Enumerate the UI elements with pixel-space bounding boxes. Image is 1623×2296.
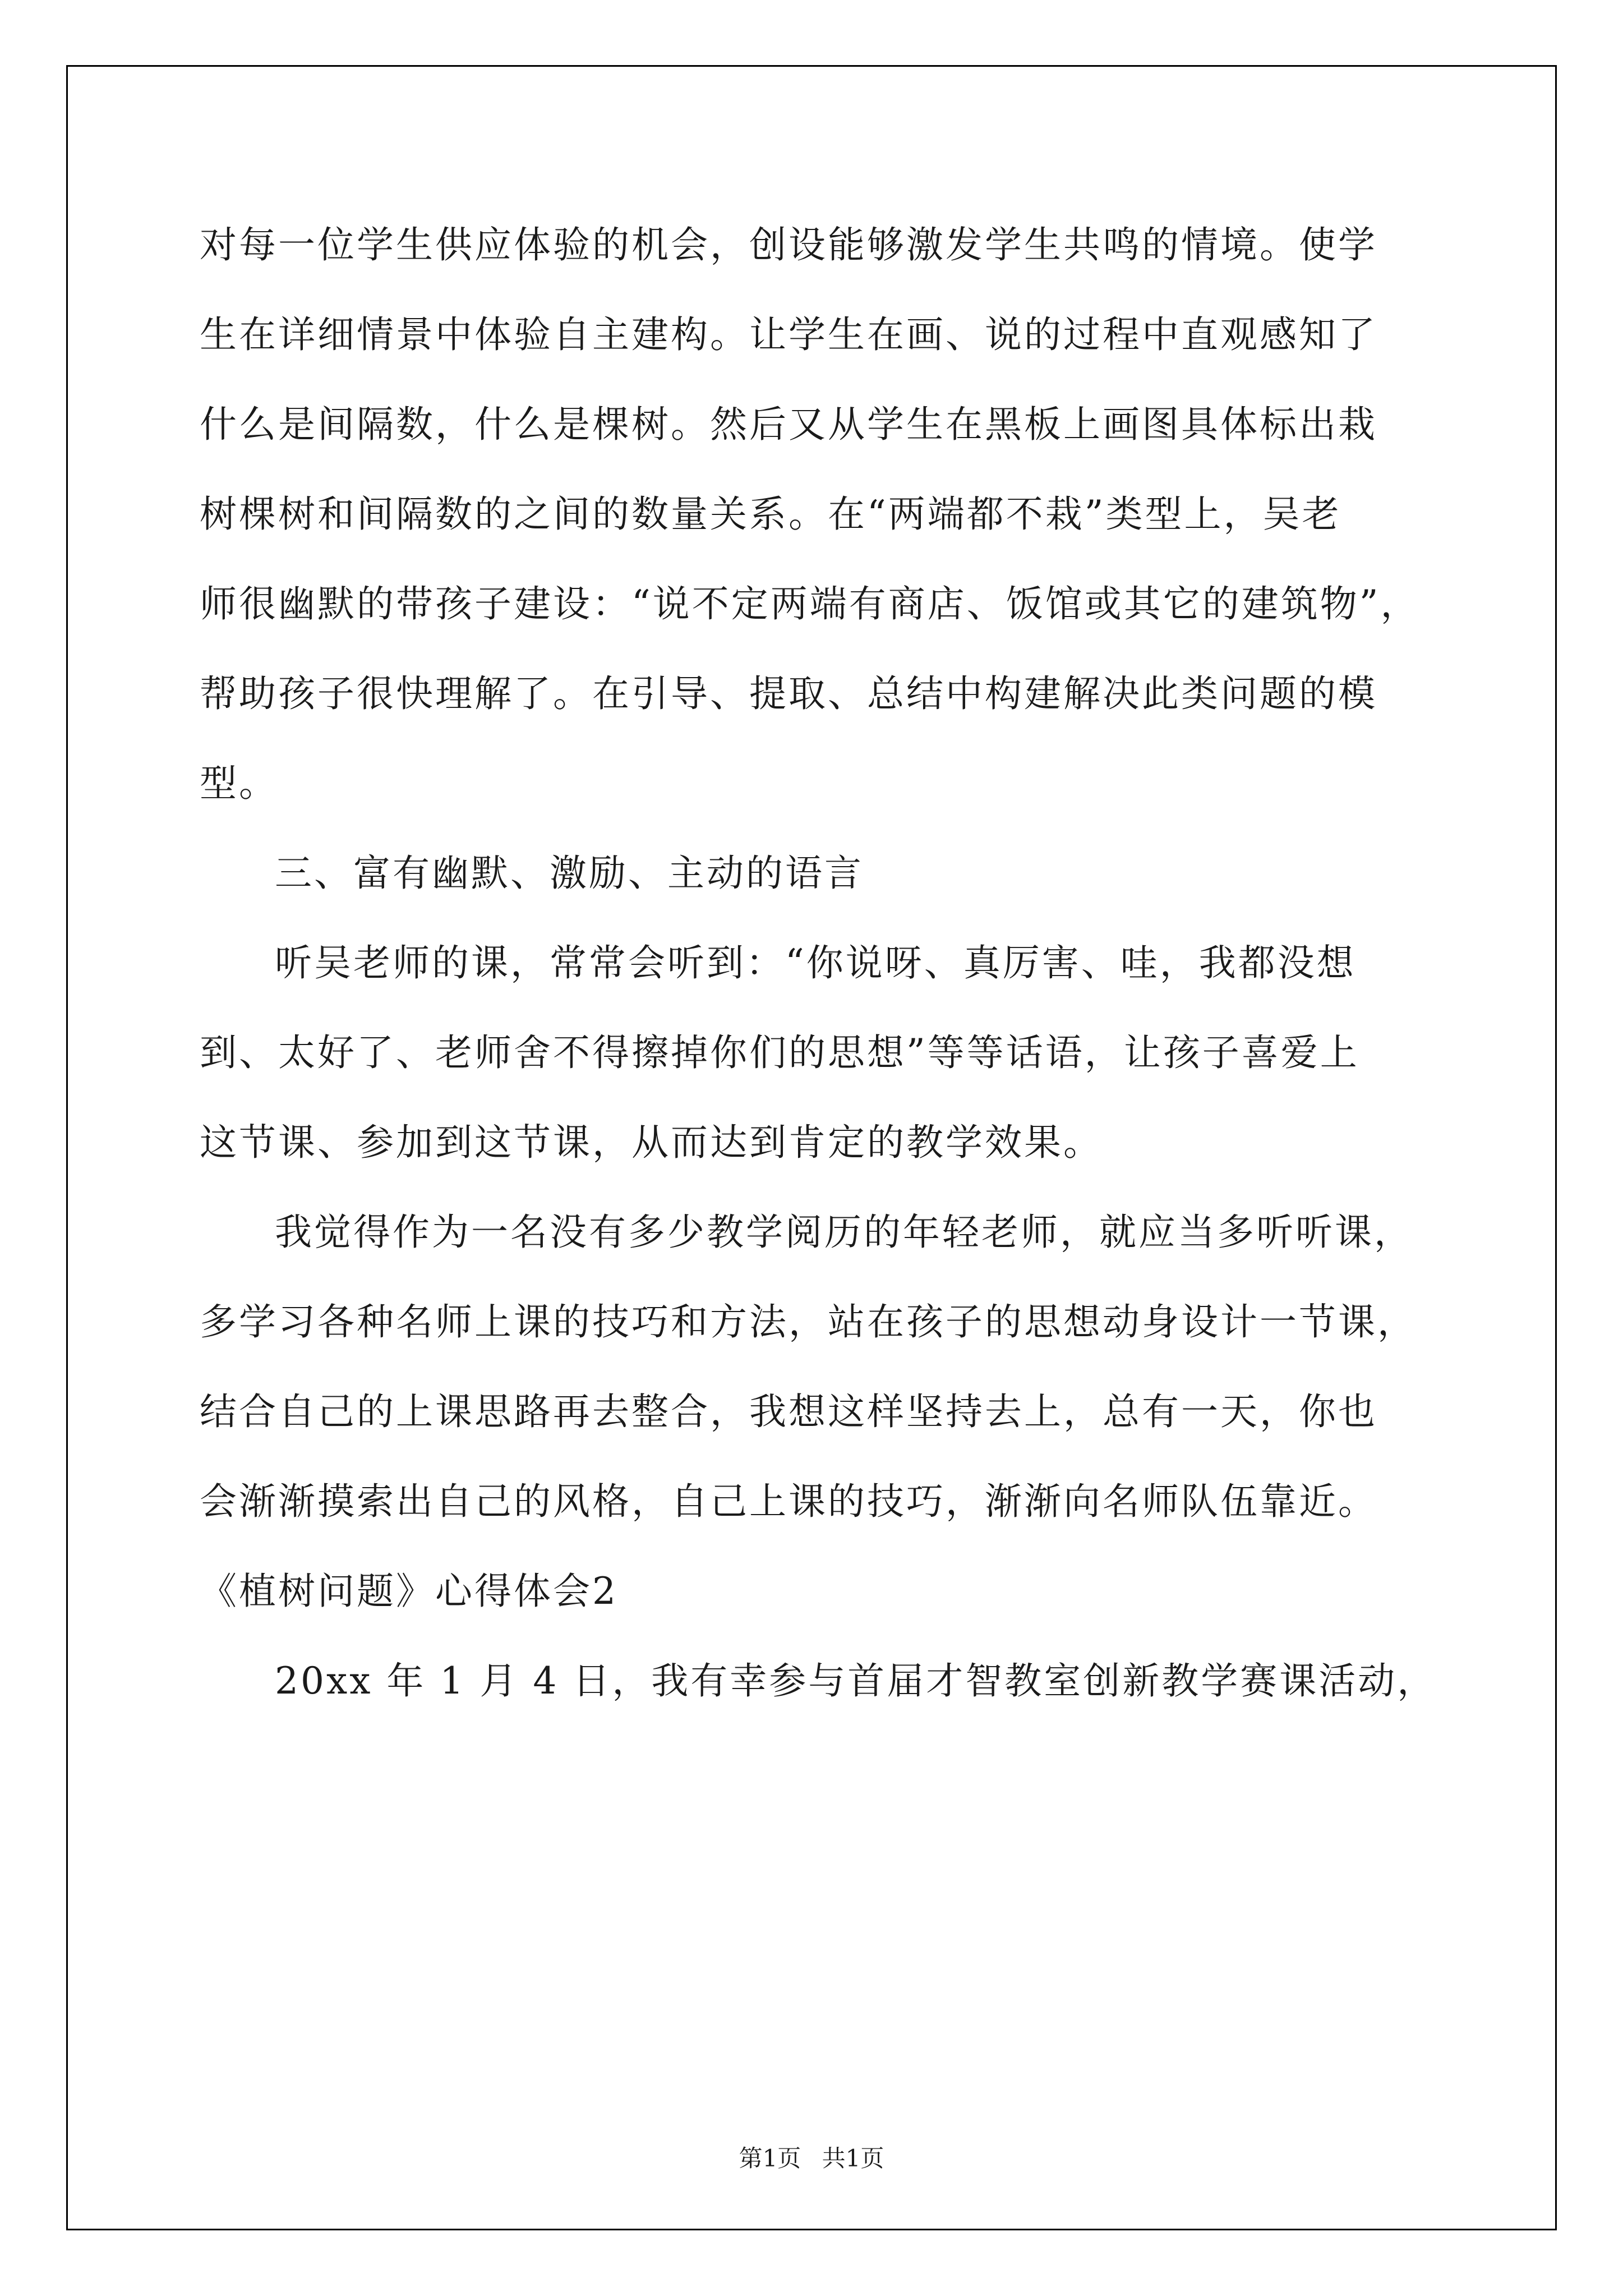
body-line-1: 对每一位学生供应体验的机会，创设能够激发学生共鸣的情境。使学: [200, 223, 1377, 266]
body-line-4: 树棵树和间隔数的之间的数量关系。在“两端都不栽”类型上，吴老: [200, 493, 1341, 536]
body-line-7: 型。: [200, 762, 278, 805]
body-line-15: 会渐渐摸索出自己的风格，自己上课的技巧，渐渐向名师队伍靠近。: [200, 1480, 1377, 1523]
section-heading: 三、富有幽默、激励、主动的语言: [275, 852, 864, 895]
body-line-17: 20xx 年 1 月 4 日，我有幸参与首届才智教室创新教学赛课活动，: [275, 1659, 1437, 1703]
body-line-11: 这节课、参加到这节课，从而达到肯定的教学效果。: [200, 1121, 1103, 1164]
body-line-12: 我觉得作为一名没有多少教学阅历的年轻老师，就应当多听听课，: [275, 1211, 1413, 1254]
body-line-9: 听吴老师的课，常常会听到：“你说呀、真厉害、哇，我都没想: [275, 941, 1356, 984]
page-number: 第1页: [739, 2145, 801, 2172]
document-title: 《植树问题》心得体会2: [200, 1570, 618, 1613]
page-footer: [0, 2142, 1623, 2175]
body-line-13: 多学习各种名师上课的技巧和方法，站在孩子的思想动身设计一节课，: [200, 1300, 1417, 1343]
body-line-3: 什么是间隔数，什么是棵树。然后又从学生在黑板上画图具体标出栽: [200, 403, 1377, 446]
body-line-5: 师很幽默的带孩子建设：“说不定两端有商店、饭馆或其它的建筑物”，: [200, 582, 1420, 625]
body-line-2: 生在详细情景中体验自主建构。让学生在画、说的过程中直观感知了: [200, 313, 1377, 356]
body-line-6: 帮助孩子很快理解了。在引导、提取、总结中构建解决此类问题的模: [200, 672, 1377, 715]
total-pages: 共1页: [822, 2145, 884, 2172]
body-line-14: 结合自己的上课思路再去整合，我想这样坚持去上，总有一天，你也: [200, 1390, 1377, 1433]
body-line-10: 到、太好了、老师舍不得擦掉你们的思想”等等话语，让孩子喜爱上: [200, 1031, 1359, 1074]
